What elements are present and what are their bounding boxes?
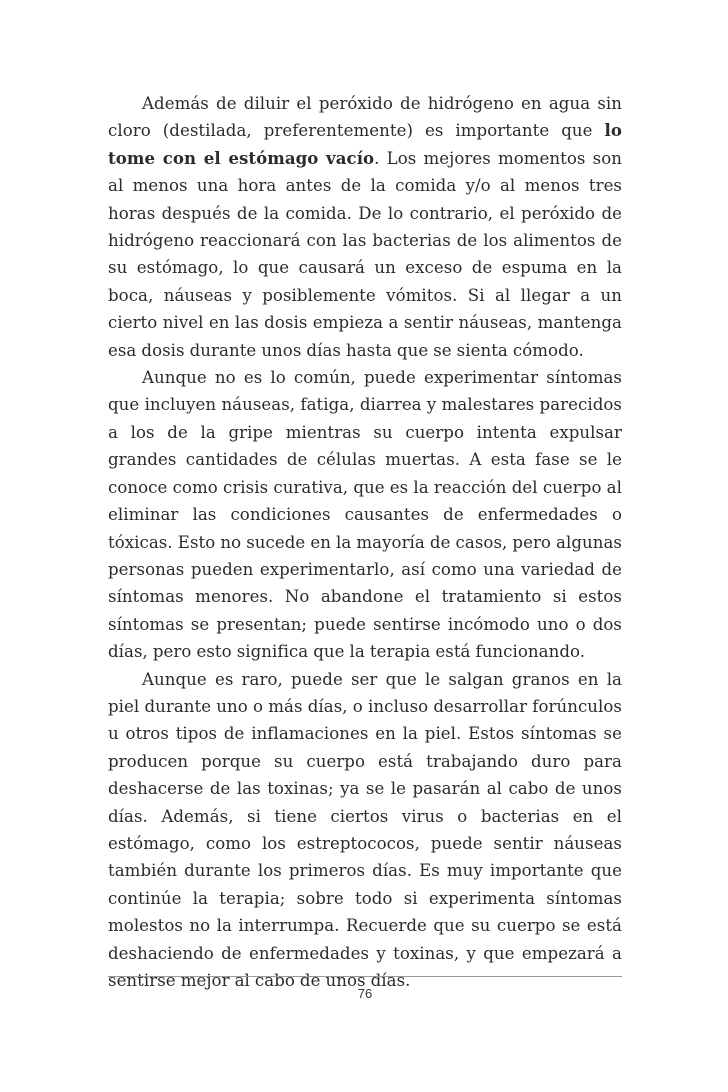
footer-divider [108, 976, 622, 977]
paragraph-1-text-before: Además de diluir el peróxido de hidrógeno en agua sin cloro (destilada, preferentemente) es importante que [108, 94, 622, 141]
paragraph-1-text-after: . Los mejores momentos son al menos una hora antes de la comida y/o al menos tres horas después de la comida. De lo contrario, el peróxido de hidrógeno reaccionará con las bacterias de los alimentos de su estómago, lo que causará un exceso de espuma en la boca, náuseas y posiblemente vómitos. Si al llegar a un cierto nivel en las dosis empieza a sentir náuseas, mantenga esa dosis durante unos días hasta que se sienta cómodo. [108, 148, 622, 360]
paragraph-2: Aunque no es lo común, puede experimentar síntomas que incluyen náuseas, fatiga, diarrea y malestares parecidos a los de la gripe mientras su cuerpo intenta expulsar grandes cantidades de células muertas. A esta fase se le conoce como crisis curativa, que es la reacción del cuerpo al eliminar las condiciones causantes de enfermedades o tóxicas. Esto no sucede en la mayoría de casos, pero algunas personas pueden experimentarlo, así como una variedad de síntomas menores. No abandone el tratamiento si estos síntomas se presentan; puede sentirse incómodo uno o dos días, pero esto significa que la terapia está funcionando. [108, 368, 622, 662]
page-number: 76 [357, 986, 373, 1001]
paragraph-1-bold-phrase: lo tome con el estómago vacío [108, 120, 622, 168]
paragraph-1 [108, 90, 622, 364]
paragraph-3: Aunque es raro, puede ser que le salgan granos en la piel durante uno o más días, o incluso desarrollar forúnculos u otros tipos de inflamaciones en la piel. Estos síntomas se producen porque su cuerpo está trabajando duro para deshacerse de las toxinas; ya se le pasarán al cabo de unos días. Además, si tiene ciertos virus o bacterias en el estómago, como los estreptococos, puede sentir náuseas también durante los primeros días. Es muy importante que continúe la terapia; sobre todo si experimenta síntomas molestos no la interrumpa. Recuerde que su cuerpo se está deshaciendo de enfermedades y toxinas, y que empezará a sentirse mejor al cabo de unos días. [108, 669, 622, 990]
page-body [108, 90, 622, 994]
